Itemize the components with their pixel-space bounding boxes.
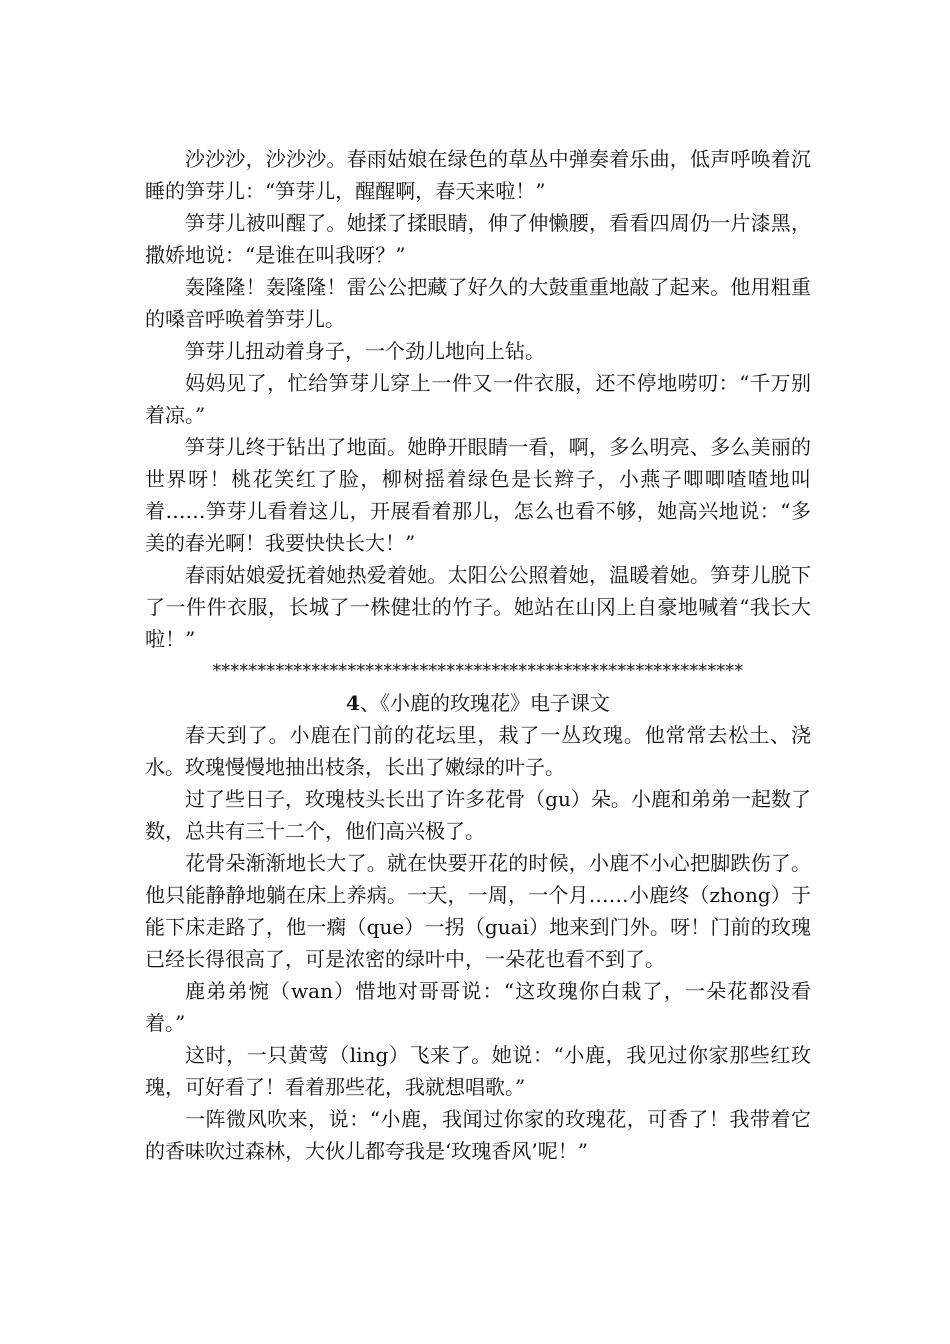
paragraph: 春雨姑娘爱抚着她热爱着她。太阳公公照着她，温暖着她。笋芽儿脱下了一件件衣服，长城了一株健壮的竹子。她站在山冈上自豪地喊着“我长大啦！” <box>145 563 811 651</box>
paragraph: 鹿弟弟惋（wan）惜地对哥哥说：“这玫瑰你白栽了，一朵花都没看着。” <box>145 979 811 1035</box>
paragraph: 春天到了。小鹿在门前的花坛里，栽了一丛玫瑰。他常常去松土、浇水。玫瑰慢慢地抽出枝条，长出了嫩绿的叶子。 <box>145 723 811 779</box>
paragraph: 过了些日子，玫瑰枝头长出了许多花骨（gu）朵。小鹿和弟弟一起数了数，总共有三十二个，他们高兴极了。 <box>145 787 811 843</box>
paragraph: 笋芽儿扭动着身子，一个劲儿地向上钻。 <box>185 339 545 363</box>
lesson-title-text: 、《小鹿的玫瑰花》电子课文 <box>359 691 610 715</box>
asterisk-divider: *********************************************************** <box>212 661 744 681</box>
story-section-bamboo-shoot <box>145 143 811 655</box>
paragraph: 笋芽儿终于钻出了地面。她睁开眼睛一看，啊，多么明亮、多么美丽的世界呀！桃花笑红了脸，柳树摇着绿色是长辫子，小燕子唧唧喳喳地叫着……笋芽儿看着这儿，开展看着那儿，怎么也看不够，她高兴地说：“多美的春光啊！我要快快长大！” <box>145 435 811 555</box>
paragraph: 轰隆隆！轰隆隆！雷公公把藏了好久的大鼓重重地敲了起来。他用粗重的嗓音呼唤着笋芽儿。 <box>145 275 811 331</box>
paragraph: 沙沙沙，沙沙沙。春雨姑娘在绿色的草丛中弹奏着乐曲，低声呼唤着沉睡的笋芽儿：“笋芽儿，醒醒啊，春天来啦！” <box>145 147 811 203</box>
paragraph: 这时，一只黄莺（ling）飞来了。她说：“小鹿，我见过你家那些红玫瑰，可好看了！看着那些花，我就想唱歌。” <box>145 1043 811 1099</box>
paragraph: 妈妈见了，忙给笋芽儿穿上一件又一件衣服，还不停地唠叨：“千万别着凉。” <box>145 371 811 427</box>
paragraph: 花骨朵渐渐地长大了。就在快要开花的时候，小鹿不小心把脚跌伤了。他只能静静地躺在床上养病。一天，一周，一个月……小鹿终（zhong）于能下床走路了，他一瘸（que）一拐（guai）地来到门外。呀！门前的玫瑰已经长得很高了，可是浓密的绿叶中，一朵花也看不到了。 <box>145 851 811 971</box>
story-section-little-deer <box>145 687 811 1167</box>
lesson-title <box>145 687 811 719</box>
lesson-number: 4 <box>346 691 360 715</box>
paragraph: 笋芽儿被叫醒了。她揉了揉眼睛，伸了伸懒腰，看看四周仍一片漆黑，撒娇地说：“是谁在叫我呀？” <box>145 211 811 267</box>
paragraph: 一阵微风吹来，说：“小鹿，我闻过你家的玫瑰花，可香了！我带着它的香味吹过森林，大伙儿都夸我是‘玫瑰香风’呢！” <box>145 1107 811 1163</box>
document-page <box>145 143 811 1167</box>
